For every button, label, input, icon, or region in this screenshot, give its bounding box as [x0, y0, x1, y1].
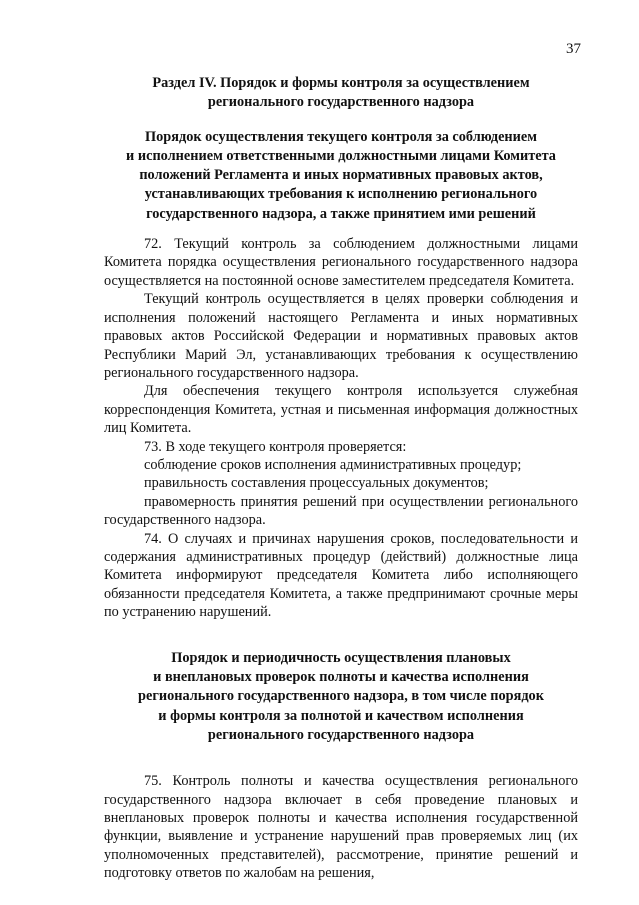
paragraph-72: 72. Текущий контроль за соблюдением должностными лицами Комитета порядка осуществления регионального государственного надзора осуществляется на постоянной основе заместителем председателя Комитета. [104, 236, 578, 289]
list-item-documents: правильность составления процессуальных документов; [144, 475, 489, 492]
page-content [104, 74, 578, 883]
paragraph-75: 75. Контроль полноты и качества осуществления регионального государственного надзора включает в себя проведение плановых и внеплановых проверок полноты и качества исполнения государственной функции, выявление и устранение нарушений прав проверяемых лиц (их уполномоченных представителей), рассмотрение, принятие решений и подготовку ответов по жалобам на решения, [104, 773, 578, 882]
paragraph-74: 74. О случаях и причинах нарушения сроков, последовательности и содержания административных процедур (действий) должностные лица Комитета информируют председателя Комитета либо исполняющего обязанности председателя Комитета, а также предпринимают срочные меры по устранению нарушений. [104, 530, 578, 621]
subheading-current-control: Порядок осуществления текущего контроля за соблюдением и исполнением ответственными должностными лицами Комитета положений Регламента и иных нормативных правовых актов, устанавливающих требования к исполнению регионального государственного надзора, а также принятием ими решений [126, 128, 556, 222]
list-item-deadlines: соблюдение сроков исполнения административных процедур; [144, 456, 522, 473]
section-heading: Раздел IV. Порядок и формы контроля за осуществлением регионального государственного надзора [152, 75, 530, 111]
paragraph-73: 73. В ходе текущего контроля проверяется: [144, 438, 407, 455]
body-block-current-control [104, 235, 578, 622]
subheading-inspections: Порядок и периодичность осуществления плановых и внеплановых проверок полноты и качества исполнения регионального государственного надзора, в том числе порядок и формы контроля за полнотой и качеством исполнения регионального государственного надзора [138, 649, 544, 743]
body-block-inspections [104, 772, 578, 882]
list-item-decisions: правомерность принятия решений при осуществлении регионального государственного надзора. [104, 493, 578, 529]
page-number: 37 [566, 41, 581, 57]
paragraph-current-control-purpose: Текущий контроль осуществляется в целях проверки соблюдения и исполнения положений настоящего Регламента и иных нормативных правовых актов Российской Федерации и нормативных правовых актов Республики Марий Эл, устанавливающих требования к осуществлению регионального государственного надзора. [104, 291, 578, 381]
paragraph-current-control-sources: Для обеспечения текущего контроля используется служебная корреспонденция Комитета, устная и письменная информация должностных лиц Комитета. [104, 383, 578, 437]
